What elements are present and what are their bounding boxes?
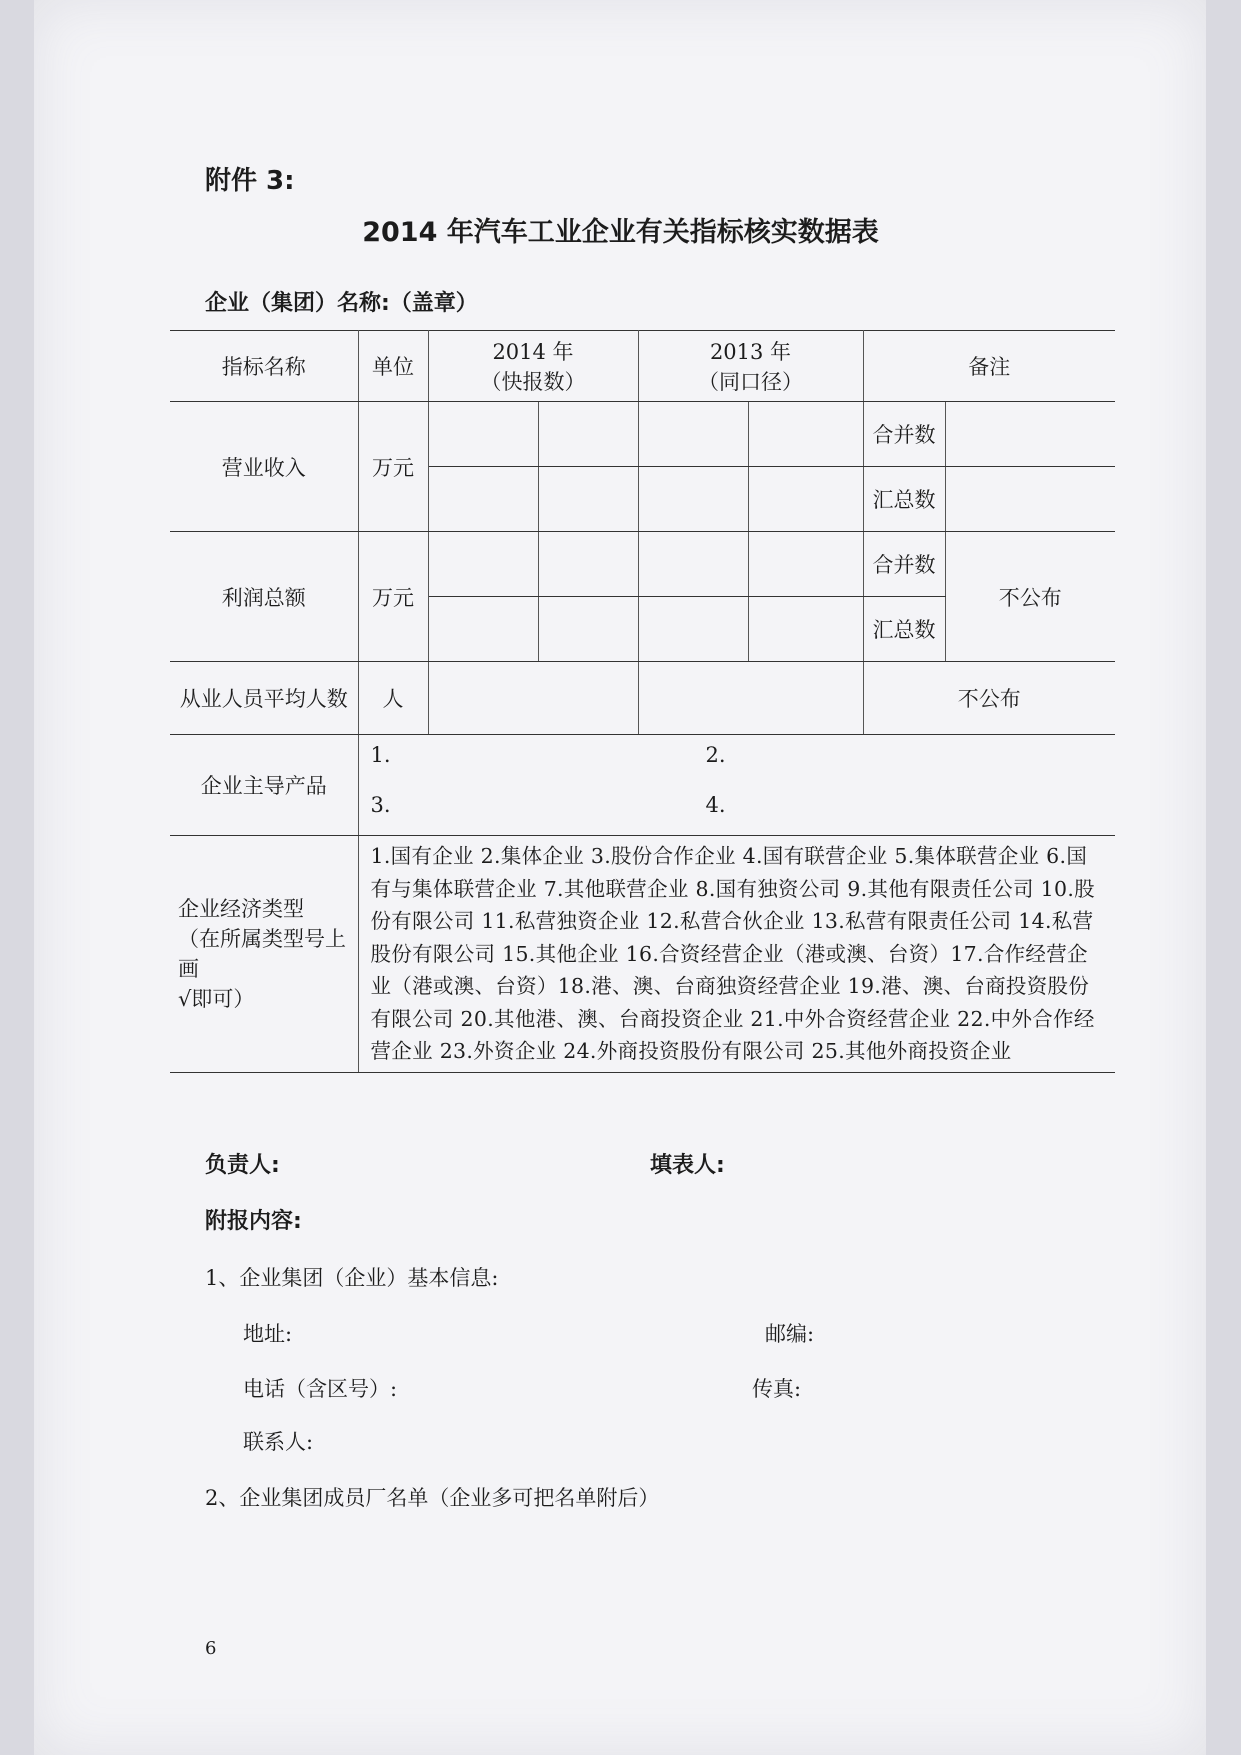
- revenue-summary-label: 汇总数: [863, 467, 945, 532]
- header-2013: [638, 331, 863, 402]
- revenue-2014-c[interactable]: [428, 467, 538, 532]
- product-item[interactable]: 2.: [705, 743, 726, 767]
- revenue-2014-b[interactable]: [538, 402, 638, 467]
- revenue-2013-a[interactable]: [638, 402, 748, 467]
- employees-2013[interactable]: [638, 662, 863, 735]
- employees-row: [170, 662, 1115, 735]
- profit-name: 利润总额: [170, 532, 358, 662]
- profit-remark: 不公布: [945, 532, 1115, 662]
- document-title: 2014 年汽车工业企业有关指标核实数据表: [362, 217, 879, 248]
- header-2014-year: 2014 年: [492, 340, 574, 364]
- employees-name: 从业人员平均人数: [170, 662, 358, 735]
- header-unit: 单位: [358, 331, 428, 402]
- econ-type-row: [170, 836, 1115, 1073]
- responsible-person-label: 负责人:: [205, 1153, 280, 1178]
- econ-type-options[interactable]: 1.国有企业 2.集体企业 3.股份合作企业 4.国有联营企业 5.集体联营企业 6.国有与集体联营企业 7.其他联营企业 8.国有独资公司 9.其他有限责任公司 10.股份有限公司 11.私营独资企业 12.私营合伙企业 13.私营有限责任公司 14.私营股份有限公司 15.其他企业 16.合资经营企业（港或澳、台资）17.合作经营企业（港或澳、台资）18.港、澳、台商独资经营企业 19.港、澳、台商投资股份有限公司 20.其他港、澳、台商投资企业 21.中外合资经营企业 22.中外合作经营企业 23.外资企业 24.外商投资股份有限公司 25.其他外商投资企业: [358, 836, 1115, 1073]
- econ-type-label-line: √即可）: [178, 986, 255, 1011]
- header-indicator: 指标名称: [170, 331, 358, 402]
- attachment-label: 附件 3:: [205, 166, 295, 196]
- phone-label: 电话（含区号）:: [243, 1377, 398, 1401]
- profit-2013-b[interactable]: [748, 532, 863, 597]
- product-item[interactable]: 1.: [370, 743, 391, 767]
- products-cell: [358, 735, 1115, 836]
- profit-summary-label: 汇总数: [863, 597, 945, 662]
- econ-type-label: [170, 836, 358, 1073]
- header-2013-year: 2013 年: [709, 340, 792, 364]
- profit-2013-a[interactable]: [638, 532, 748, 597]
- profit-row-consolidated: [170, 532, 1115, 597]
- employees-unit: 人: [358, 662, 428, 735]
- profit-2014-c[interactable]: [428, 597, 538, 662]
- revenue-consolidated-label: 合并数: [863, 402, 945, 467]
- additional-heading: 附报内容:: [205, 1209, 302, 1234]
- products-row: [170, 735, 1115, 836]
- profit-2014-a[interactable]: [428, 532, 538, 597]
- revenue-unit: 万元: [358, 402, 428, 532]
- member-list-item: 2、企业集团成员厂名单（企业多可把名单附后）: [205, 1486, 660, 1510]
- postcode-label: 邮编:: [765, 1322, 815, 1346]
- fax-label: 传真:: [752, 1377, 802, 1401]
- revenue-2014-d[interactable]: [538, 467, 638, 532]
- employees-remark: 不公布: [863, 662, 1115, 735]
- product-item[interactable]: 3.: [370, 793, 391, 817]
- revenue-consolidated-remark[interactable]: [945, 402, 1115, 467]
- header-2014: [428, 331, 638, 402]
- econ-type-label-line: 企业经济类型: [178, 896, 304, 921]
- profit-2014-d[interactable]: [538, 597, 638, 662]
- company-name-label: 企业（集团）名称:（盖章）: [205, 291, 478, 316]
- profit-2013-c[interactable]: [638, 597, 748, 662]
- revenue-name: 营业收入: [170, 402, 358, 532]
- page-number: 6: [205, 1638, 217, 1659]
- profit-2013-d[interactable]: [748, 597, 863, 662]
- form-filler-label: 填表人:: [650, 1153, 725, 1178]
- revenue-2013-b[interactable]: [748, 402, 863, 467]
- revenue-2014-a[interactable]: [428, 402, 538, 467]
- header-2014-note: （快报数）: [480, 370, 586, 394]
- profit-2014-b[interactable]: [538, 532, 638, 597]
- revenue-summary-remark[interactable]: [945, 467, 1115, 532]
- header-2013-note: （同口径）: [698, 370, 803, 394]
- employees-2014[interactable]: [428, 662, 638, 735]
- revenue-2013-d[interactable]: [748, 467, 863, 532]
- indicator-table: [170, 330, 1115, 1073]
- products-name: 企业主导产品: [170, 735, 358, 836]
- table-header-row: [170, 331, 1115, 402]
- basic-info-item: 1、企业集团（企业）基本信息:: [205, 1266, 499, 1290]
- revenue-row-consolidated: [170, 402, 1115, 467]
- profit-consolidated-label: 合并数: [863, 532, 945, 597]
- revenue-2013-c[interactable]: [638, 467, 748, 532]
- product-item[interactable]: 4.: [705, 793, 726, 817]
- header-remark: 备注: [863, 331, 1115, 402]
- profit-unit: 万元: [358, 532, 428, 662]
- econ-type-label-line: （在所属类型号上画: [178, 926, 346, 981]
- address-label: 地址:: [243, 1322, 293, 1346]
- contact-label: 联系人:: [243, 1430, 314, 1454]
